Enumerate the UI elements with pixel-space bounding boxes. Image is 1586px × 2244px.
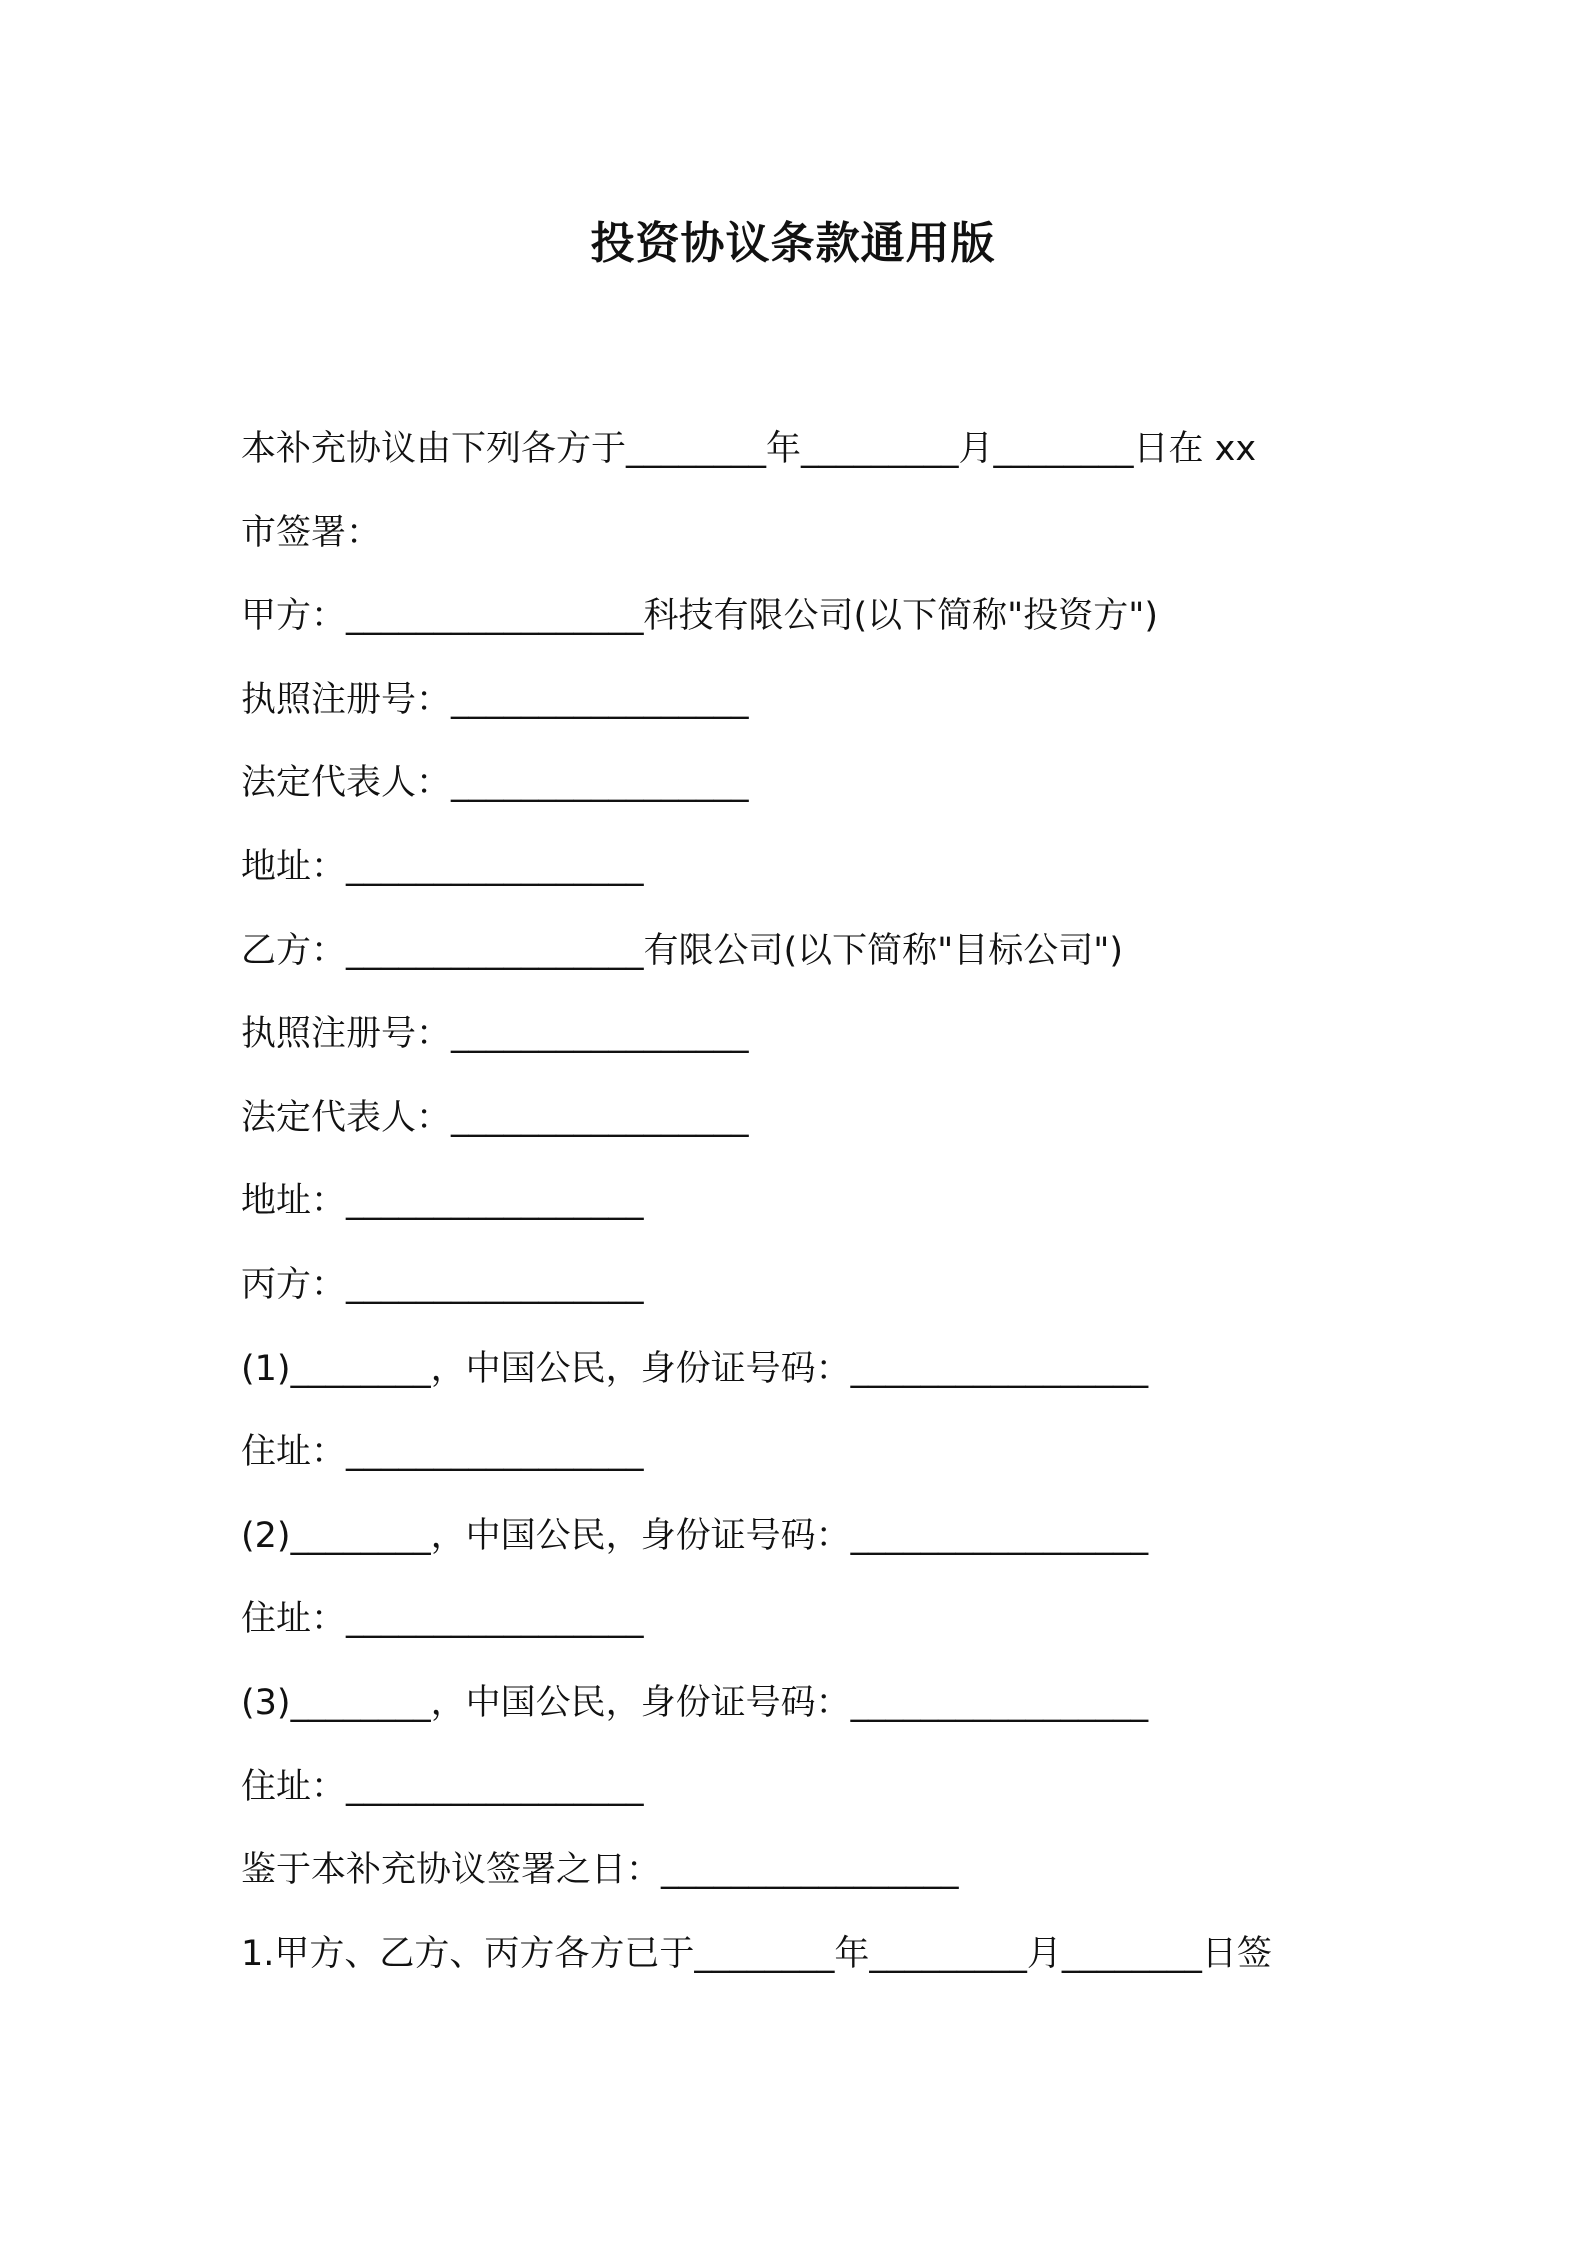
party-c-line: 丙方：_________________ xyxy=(241,1264,644,1305)
intro-line-continued: 市签署： xyxy=(241,512,382,553)
document-body xyxy=(241,408,1351,1996)
party-a-address-line: 地址：_________________ xyxy=(241,846,644,887)
party-c-person-3-line: (3)________，中国公民，身份证号码：_________________ xyxy=(241,1682,1149,1723)
party-c-person-3-address-line: 住址：_________________ xyxy=(241,1766,644,1807)
party-c-person-1-address-line: 住址：_________________ xyxy=(241,1432,644,1473)
party-a-representative-line: 法定代表人：_________________ xyxy=(241,763,749,804)
clause-1-line: 1.甲方、乙方、丙方各方已于________年_________月________日签 xyxy=(241,1933,1272,1974)
intro-line: 本补充协议由下列各方于________年_________月________日在 xx xyxy=(241,429,1257,469)
party-b-line: 乙方：_________________有限公司(以下简称"目标公司") xyxy=(241,930,1124,971)
party-b-representative-line: 法定代表人：_________________ xyxy=(241,1097,749,1138)
party-b-license-line: 执照注册号：_________________ xyxy=(241,1014,749,1055)
party-a-license-line: 执照注册号：_________________ xyxy=(241,679,749,720)
whereas-line: 鉴于本补充协议签署之日：_________________ xyxy=(241,1850,959,1891)
party-c-person-2-line: (2)________，中国公民，身份证号码：_________________ xyxy=(241,1515,1149,1556)
party-c-person-2-address-line: 住址：_________________ xyxy=(241,1599,644,1640)
party-a-line: 甲方：_________________科技有限公司(以下简称"投资方") xyxy=(241,596,1159,637)
party-c-person-1-line: (1)________，中国公民，身份证号码：_________________ xyxy=(241,1348,1149,1389)
party-b-address-line: 地址：_________________ xyxy=(241,1181,644,1222)
document-title: 投资协议条款通用版 xyxy=(590,218,996,269)
